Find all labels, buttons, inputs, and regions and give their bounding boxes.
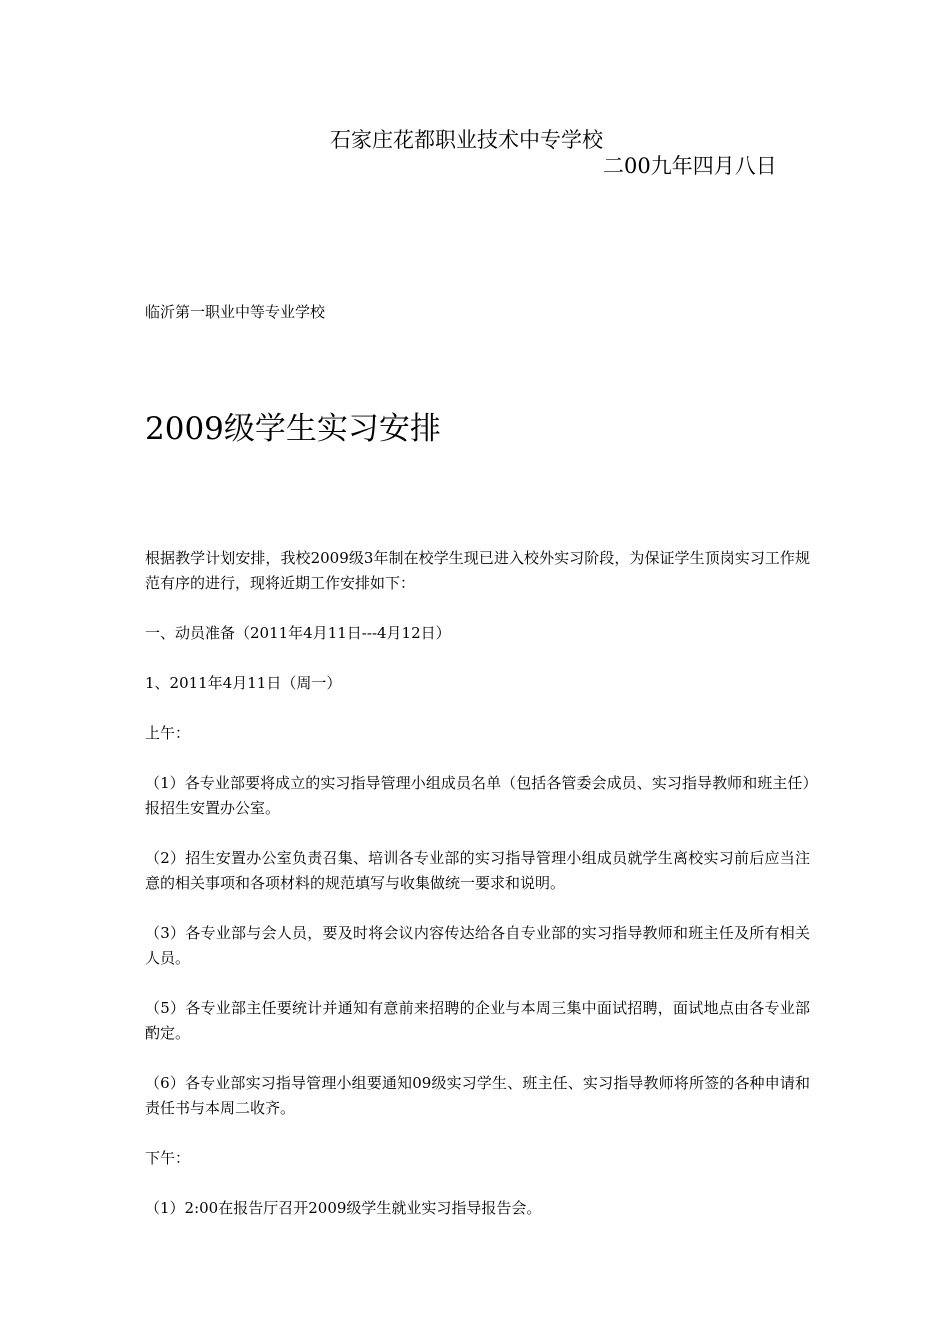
item-paragraph: （1）各专业部要将成立的实习指导管理小组成员名单（包括各管委会成员、实习指导教师和班主任）报招生安置办公室。	[145, 774, 810, 817]
document-title: 2009级学生实习安排	[145, 411, 441, 447]
item-paragraph: （3）各专业部与会人员，要及时将会议内容传达给各自专业部的实习指导教师和班主任及所有相关人员。	[145, 924, 810, 967]
date-heading: 1、2011年4月11日（周一）	[145, 674, 342, 692]
item-paragraph: （1）2:00在报告厅召开2009级学生就业实习指导报告会。	[145, 1199, 542, 1217]
intro-paragraph: 根据教学计划安排，我校2009级3年制在校学生现已进入校外实习阶段，为保证学生顶岗实习工作规范有序的进行，现将近期工作安排如下：	[145, 549, 810, 592]
item-paragraph: （6）各专业部实习指导管理小组要通知09级实习学生、班主任、实习指导教师将所签的各种申请和责任书与本周二收齐。	[145, 1074, 810, 1117]
afternoon-heading: 下午：	[145, 1149, 191, 1167]
section-heading: 一、动员准备（2011年4月11日---4月12日）	[145, 624, 451, 642]
document-body	[145, 546, 810, 1246]
item-paragraph: （5）各专业部主任要统计并通知有意前来招聘的企业与本周三集中面试招聘，面试地点由各专业部酌定。	[145, 999, 810, 1042]
recipient-school: 临沂第一职业中等专业学校	[145, 303, 326, 321]
morning-heading: 上午：	[145, 724, 191, 742]
signature-school: 石家庄花都职业技术中专学校	[330, 128, 603, 152]
item-paragraph: （2）招生安置办公室负责召集、培训各专业部的实习指导管理小组成员就学生离校实习前后应当注意的相关事项和各项材料的规范填写与收集做统一要求和说明。	[145, 849, 810, 892]
signature-date: 二00九年四月八日	[603, 154, 777, 178]
